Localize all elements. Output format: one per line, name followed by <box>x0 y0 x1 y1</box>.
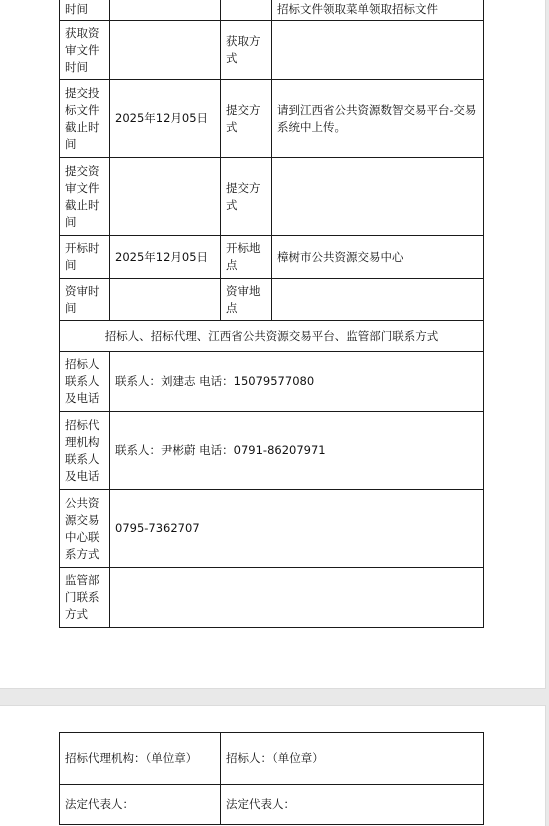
tender-schedule-table <box>59 0 484 628</box>
table-row <box>60 21 484 80</box>
contact-label: 公共资源交易中心联系方式 <box>60 490 110 568</box>
row-value <box>110 21 221 80</box>
row-value: 2025年12月05日 <box>110 236 221 279</box>
table-row <box>60 490 484 568</box>
agency-seal-label: 招标代理机构：（单位章） <box>60 733 221 785</box>
row-method-label: 提交方式 <box>221 158 272 236</box>
tenderer-representative-label: 法定代表人： <box>221 785 484 825</box>
row-label: 获取资审文件时间 <box>60 21 110 80</box>
row-value <box>110 158 221 236</box>
row-value <box>110 279 221 321</box>
contact-label: 招标代理机构联系人及电话 <box>60 412 110 490</box>
agency-representative-label: 法定代表人： <box>60 785 221 825</box>
row-place-value <box>272 279 484 321</box>
row-place-value: 樟树市公共资源交易中心 <box>272 236 484 279</box>
table-row <box>60 236 484 279</box>
contact-label: 招标人联系人及电话 <box>60 352 110 412</box>
row-method-value: 请到江西省公共资源数智交易平台-交易系统中上传。 <box>272 80 484 158</box>
signature-table <box>59 732 484 825</box>
table-row <box>60 321 484 352</box>
row-label: 提交资审文件截止时间 <box>60 158 110 236</box>
row-method-label: 提交方式 <box>221 80 272 158</box>
row-value: 招标文件领取菜单领取招标文件 <box>272 0 484 21</box>
table-row <box>60 568 484 628</box>
row-method-value <box>272 21 484 80</box>
row-label: 资审时间 <box>60 279 110 321</box>
row-place-label: 开标地点 <box>221 236 272 279</box>
table-row <box>60 80 484 158</box>
row-value: 2025年12月05日 <box>110 80 221 158</box>
row-method-label: 获取方式 <box>221 21 272 80</box>
row-label: 提交投标文件截止时间 <box>60 80 110 158</box>
contact-value <box>110 568 484 628</box>
table-row <box>60 352 484 412</box>
table-row <box>60 0 484 21</box>
row-method-value <box>272 158 484 236</box>
contact-value: 0795-7362707 <box>110 490 484 568</box>
table-row <box>60 158 484 236</box>
document-page-2 <box>0 706 545 826</box>
tenderer-seal-label: 招标人：（单位章） <box>221 733 484 785</box>
table-row <box>60 279 484 321</box>
row-label: 开标时间 <box>60 236 110 279</box>
row-label: 时间 <box>60 0 110 21</box>
row-place-label: 资审地点 <box>221 279 272 321</box>
contact-value: 联系人：尹彬蔚 电话：0791-86207971 <box>110 412 484 490</box>
contacts-section-title: 招标人、招标代理、江西省公共资源交易平台、监管部门联系方式 <box>60 321 484 352</box>
contact-label: 监管部门联系方式 <box>60 568 110 628</box>
table-row <box>60 733 484 785</box>
contact-value: 联系人：刘建志 电话：15079577080 <box>110 352 484 412</box>
table-row <box>60 412 484 490</box>
